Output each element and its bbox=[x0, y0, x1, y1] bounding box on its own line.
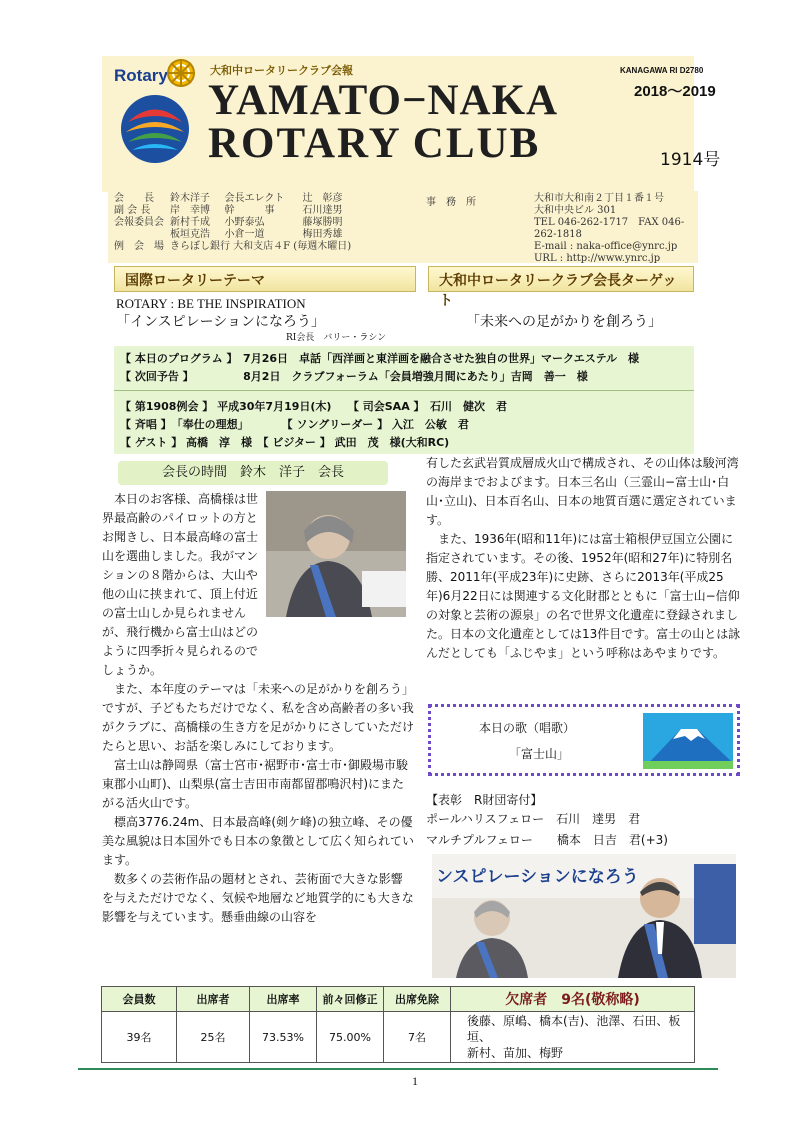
rotary-year: 2018～2019 bbox=[634, 83, 716, 100]
banner-text: ンスピレーションになろう bbox=[436, 867, 639, 887]
officer-name: 鈴木洋子 bbox=[170, 193, 210, 204]
article-right-column bbox=[426, 454, 742, 663]
office-url[interactable]: URL : http://www.ynrc.jp bbox=[534, 253, 661, 264]
page-number: 1 bbox=[412, 1074, 418, 1088]
masthead-title-line1: YAMATO−NAKA bbox=[208, 77, 559, 124]
officer-row bbox=[114, 241, 357, 253]
program-divider bbox=[114, 390, 694, 391]
ri-theme-jp: 「インスピレーションになろう」 bbox=[116, 314, 326, 330]
officer-role: 会長エレクト bbox=[224, 193, 285, 204]
article-paragraph: 標高3776.24m、日本最高峰(剣ケ峰)の独立峰、その優美な風貌は日本国外でも日本の象徴として広く知られています。 bbox=[102, 815, 415, 867]
article-paragraph: 本日のお客様、高橋様は世界最高齢のパイロットの方とお聞きし、日本最高峰の富士山を選曲しました。我がマンションの８階からは、大山や他の山に挟まれて、頂上付近の富士山しか見られませんが、飛行機から富士山はどのように四季折々見られるのでしょうか。 bbox=[102, 492, 259, 677]
absent-line: 新村、苗加、梅野 bbox=[467, 1046, 564, 1060]
value-corrected: 75.00% bbox=[317, 1012, 384, 1063]
office-line: 大和中央ビル 301 bbox=[534, 205, 617, 216]
office-email[interactable]: E-mail : naka-office@ynrc.jp bbox=[534, 241, 678, 252]
song-info: 【 斉唱 】 「奉仕の理想」 【 ソングリーダー 】 入江 公敏 君 bbox=[120, 418, 469, 431]
absent-list bbox=[451, 1012, 695, 1063]
value-rate: 73.53% bbox=[250, 1012, 317, 1063]
officer-name: 小倉一道 bbox=[224, 229, 265, 240]
office-label: 事 務 所 bbox=[426, 197, 476, 208]
club-target-heading: 大和中ロータリークラブ会長ターゲット bbox=[428, 266, 694, 292]
officer-name: 新村千成 bbox=[170, 217, 210, 228]
header-members: 会員数 bbox=[102, 987, 177, 1012]
attendance-value-row bbox=[102, 1012, 695, 1063]
attendance-header-row bbox=[102, 987, 695, 1012]
officers-panel bbox=[108, 191, 698, 263]
issue-number: 1914号 bbox=[660, 150, 721, 170]
article-paragraph: 有した玄武岩質成層成火山で構成され、その山体は駿河湾の海岸までおよびます。日本三名山（三霊山−富士山･白山･立山)、日本百名山、日本の地質百選に選定されています。 bbox=[426, 456, 739, 527]
officer-role: 会報委員会 bbox=[114, 217, 164, 228]
district-label: KANAGAWA RI D2780 bbox=[620, 66, 704, 75]
officer-name: 藤塚勝明 bbox=[302, 217, 343, 228]
program-next: 【 次回予告 】 8月2日 クラブフォーラム「会員増強月間にあたり」吉岡 善一 様 bbox=[120, 370, 588, 383]
song-title: 「富士山」 bbox=[509, 747, 570, 761]
officer-name: 石川達男 bbox=[302, 205, 343, 216]
officer-name: 板垣克浩 bbox=[170, 229, 210, 240]
ri-president: RI会長 バリー・ラシン bbox=[286, 333, 387, 343]
song-box bbox=[428, 704, 740, 776]
value-members: 39名 bbox=[102, 1012, 177, 1063]
officer-role: 幹 事 bbox=[224, 205, 275, 216]
award-line: マルチプルフェロー 橋本 日吉 君(+3) bbox=[426, 833, 668, 847]
officer-row bbox=[114, 217, 357, 229]
officer-name: 小野泰弘 bbox=[224, 217, 265, 228]
officer-name: 梅田秀雄 bbox=[302, 229, 343, 240]
office-phone: TEL 046-262-1717 FAX 046-262-1818 bbox=[534, 217, 685, 240]
officer-name: 岸 幸博 bbox=[170, 205, 210, 216]
officer-row bbox=[114, 205, 357, 217]
footer-divider bbox=[78, 1068, 718, 1070]
program-today: 【 本日のプログラム 】 7月26日 卓話「西洋画と東洋画を融合させた独自の世界」マークエステル 様 bbox=[120, 352, 640, 365]
officers-table bbox=[114, 193, 357, 253]
club-name-jp: 大和中ロータリークラブ会報 bbox=[210, 64, 353, 77]
officer-role: 副 会 長 bbox=[114, 205, 151, 216]
header-attendees: 出席者 bbox=[177, 987, 250, 1012]
award-photo bbox=[432, 854, 736, 978]
header-absent: 欠席者 9名(敬称略) bbox=[451, 987, 695, 1012]
officer-row bbox=[114, 229, 357, 241]
office-line: 大和市大和南２丁目１番１号 bbox=[534, 193, 664, 204]
header-corrected: 前々回修正 bbox=[317, 987, 384, 1012]
article-paragraph: 富士山は静岡県（富士宮市･裾野市･富士市･御殿場市駿東郡小山町)、山梨県(富士吉田市南都留郡鳴沢村)にまたがる活火山です。 bbox=[102, 758, 409, 810]
rotary-swirl-logo-icon bbox=[118, 92, 192, 166]
officer-name: 辻 彰彦 bbox=[302, 193, 343, 204]
value-exempt: 7名 bbox=[384, 1012, 451, 1063]
meeting-place: きらぼし銀行 大和支店４F (毎週木曜日) bbox=[170, 241, 352, 252]
president-time-heading: 会長の時間 鈴木 洋子 会長 bbox=[118, 461, 388, 485]
officer-role bbox=[114, 229, 170, 241]
award-photo-figures bbox=[432, 854, 736, 978]
article-paragraph: また、本年度のテーマは「未来への足がかりを創ろう」ですが、子どもたちだけでなく、私を含め高齢者の多い我がクラブに、高橋様の生き方を足がかりにさしていただけたらと思い、お話を楽しみにしております。 bbox=[102, 682, 415, 753]
meeting-place-label: 例 会 場 bbox=[114, 241, 164, 252]
article-paragraph: 数多くの芸術作品の題材とされ、芸術面で大きな影響を与えただけでなく、気候や地層など地質学的にも大きな影響を与えています。懸垂曲線の山容を bbox=[102, 872, 414, 924]
ri-theme-en: ROTARY : BE THE INSPIRATION bbox=[116, 296, 306, 311]
program-box bbox=[114, 346, 694, 454]
rotary-wordmark: Rotary bbox=[114, 66, 168, 85]
guest-info: 【 ゲスト 】 高橋 淳 様 【 ビジター 】 武田 茂 様(大和RC) bbox=[120, 436, 450, 449]
club-target: 「未来への足がかりを創ろう」 bbox=[466, 314, 662, 330]
meeting-info: 【 第1908例会 】 平成30年7月19日(木) 【 司会SAA 】 石川 健次 君 bbox=[120, 400, 508, 413]
award-line: ポールハリスフェロー 石川 達男 君 bbox=[426, 812, 641, 826]
header-exempt: 出席免除 bbox=[384, 987, 451, 1012]
value-attendees: 25名 bbox=[177, 1012, 250, 1063]
article-paragraph: また、1936年(昭和11年)には富士箱根伊豆国立公園に指定されています。その後、1952年(昭和27年)に特別名勝、2011年(平成23年)に史跡、さらに2013年(平成25年)6月22日には関連する文化財郡とともに「富士山−信仰の対象と芸術の源泉」の名で世界文化遺産に登録されました。日本の文化遺産としては13件目です。富士の山とは詠んだとしても「ふじやま」という呼称はあやまりです。 bbox=[426, 532, 741, 660]
ri-theme-heading: 国際ロータリーテーマ bbox=[114, 266, 416, 292]
office-address bbox=[534, 193, 698, 265]
awards-title: 【表彰 R財団寄付】 bbox=[426, 793, 543, 807]
mount-fuji-icon bbox=[643, 713, 733, 769]
officer-row bbox=[114, 193, 357, 205]
header-rate: 出席率 bbox=[250, 987, 317, 1012]
masthead-title-line2: ROTARY CLUB bbox=[208, 120, 541, 167]
attendance-table bbox=[101, 986, 695, 1063]
song-label: 本日の歌（唱歌） bbox=[479, 721, 576, 735]
article-left-column bbox=[102, 490, 414, 927]
officer-role: 会 長 bbox=[114, 193, 154, 204]
rotary-wheel-icon bbox=[166, 58, 196, 88]
absent-line: 後藤、原嶋、橋本(吉)、池澤、石田、板垣、 bbox=[467, 1014, 681, 1044]
